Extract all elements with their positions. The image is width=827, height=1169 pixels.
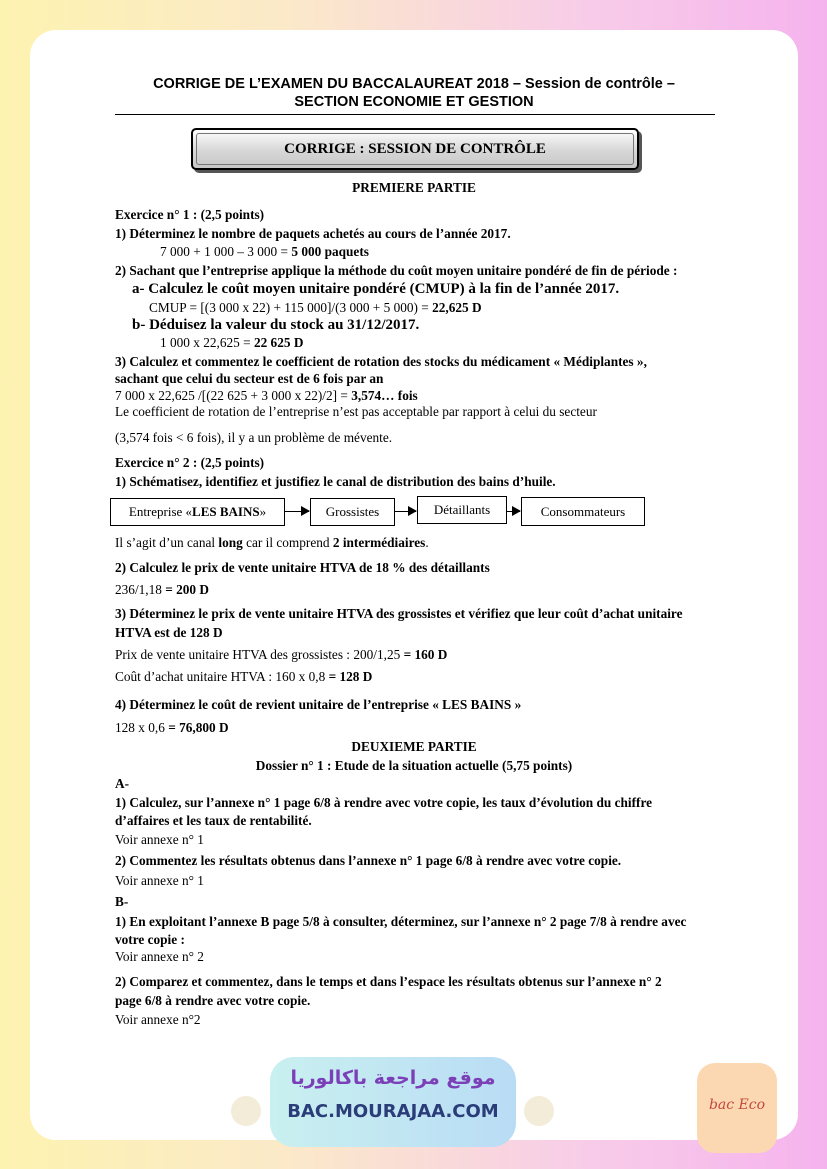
part-a-label: A- [115,776,130,791]
dossier-title: Dossier n° 1 : Etude de la situation actuelle (5,75 points) [255,758,573,773]
ex1-q3-comment-1: Le coefficient de rotation de l’entreprise n’est pas acceptable par rapport à celui du secteur [115,404,597,419]
channel-box-consommateurs: Consommateurs [521,497,645,526]
ex2-q2-answer: 236/1,18 = 200 D [115,582,210,597]
ex2-q3-answer-b: Coût d’achat unitaire HTVA : 160 x 0,8 = 128 D [115,669,373,684]
ex1-q3-comment-2: (3,574 fois < 6 fois), il y a un problème de mévente. [115,430,393,445]
b1-line2: votre copie : [115,932,185,947]
channel-arrow-3 [506,511,520,512]
b1-line1: 1) En exploitant l’annexe B page 5/8 à consulter, déterminez, sur l’annexe n° 2 page 7/8 à rendre avec [115,914,687,929]
bac-eco-logo [697,1063,777,1153]
document-page [30,30,798,1140]
b1-answer: Voir annexe n° 2 [115,949,204,964]
channel-box-grossistes: Grossistes [310,498,395,526]
ex2-q4: 4) Déterminez le coût de revient unitaire de l’entreprise « LES BAINS » [115,697,522,712]
header-rule [115,114,715,115]
book-logo-icon [231,1096,261,1126]
section-title-2: DEUXIEME PARTIE [351,739,477,754]
website-arabic-name: موقع مراجعة باكالوريا [290,1067,496,1089]
b2-line2: page 6/8 à rendre avec votre copie. [115,993,311,1008]
header-line-1: CORRIGE DE L’EXAMEN DU BACCALAUREAT 2018 – Session de contrôle – [153,76,675,92]
ex2-q3-line1: 3) Déterminez le prix de vente unitaire HTVA des grossistes et vérifiez que leur coût d’achat unitaire [115,606,683,621]
ex1-q1-answer: 7 000 + 1 000 – 3 000 = 5 000 paquets [160,244,369,259]
ex1-q2b: b- Déduisez la valeur du stock au 31/12/2017. [132,317,420,333]
ex1-q2: 2) Sachant que l’entreprise applique la méthode du coût moyen unitaire pondéré de fin de période : [115,263,678,278]
ex2-q4-answer: 128 x 0,6 = 76,800 D [115,720,229,735]
b2-line1: 2) Comparez et commentez, dans le temps et dans l’espace les résultats obtenus sur l’annexe n° 2 [115,974,662,989]
a1-line2: d’affaires et les taux de rentabilité. [115,813,312,828]
channel-arrow-2 [394,511,416,512]
ex1-title: Exercice n° 1 : (2,5 points) [115,207,265,222]
header-line-2: SECTION ECONOMIE ET GESTION [294,94,534,110]
ex2-q3-line2: HTVA est de 128 D [115,625,223,640]
title-banner [191,128,639,170]
ex2-q3-answer-a: Prix de vente unitaire HTVA des grossistes : 200/1,25 = 160 D [115,647,448,662]
website-url[interactable]: BAC.MOURAJAA.COM [287,1101,499,1122]
bac-eco-logo-text: bac Eco [708,1097,766,1113]
ex1-q3-answer: 7 000 x 22,625 /[(22 625 + 3 000 x 22)/2] = 3,574… fois [115,388,418,403]
channel-box-detaillants: Détaillants [417,496,507,524]
ex1-q1: 1) Déterminez le nombre de paquets achetés au cours de l’année 2017. [115,226,511,241]
ex1-q2a: a- Calculez le coût moyen unitaire pondéré (CMUP) à la fin de l’année 2017. [132,281,620,297]
part-b-label: B- [115,894,129,909]
channel-box-entreprise: Entreprise « LES BAINS » [110,498,285,526]
ex1-q2a-answer: CMUP = [(3 000 x 22) + 115 000]/(3 000 + 5 000) = 22,625 D [149,300,482,315]
website-banner[interactable] [270,1057,516,1147]
section-title-1: PREMIERE PARTIE [352,180,476,195]
a2-question: 2) Commentez les résultats obtenus dans l’annexe n° 1 page 6/8 à rendre avec votre copie. [115,853,622,868]
ex1-q3-line1: 3) Calculez et commentez le coefficient de rotation des stocks du médicament « Médiplantes », [115,354,647,369]
banner-text: CORRIGE : SESSION DE CONTRÔLE [284,140,546,157]
b2-answer: Voir annexe n°2 [115,1012,201,1027]
book-logo-icon [524,1096,554,1126]
channel-arrow-1 [284,511,309,512]
ex2-q1: 1) Schématisez, identifiez et justifiez le canal de distribution des bains d’huile. [115,474,556,489]
a1-line1: 1) Calculez, sur l’annexe n° 1 page 6/8 à rendre avec votre copie, les taux d’évolution du chiffre [115,795,653,810]
ex2-title: Exercice n° 2 : (2,5 points) [115,455,265,470]
ex1-q3-line2: sachant que celui du secteur est de 6 fois par an [115,371,384,386]
a2-answer: Voir annexe n° 1 [115,873,204,888]
ex2-q2: 2) Calculez le prix de vente unitaire HTVA de 18 % des détaillants [115,560,490,575]
a1-answer: Voir annexe n° 1 [115,832,204,847]
ex2-q1-answer: Il s’agit d’un canal long car il comprend 2 intermédiaires. [115,535,429,550]
ex1-q2b-answer: 1 000 x 22,625 = 22 625 D [160,335,304,350]
